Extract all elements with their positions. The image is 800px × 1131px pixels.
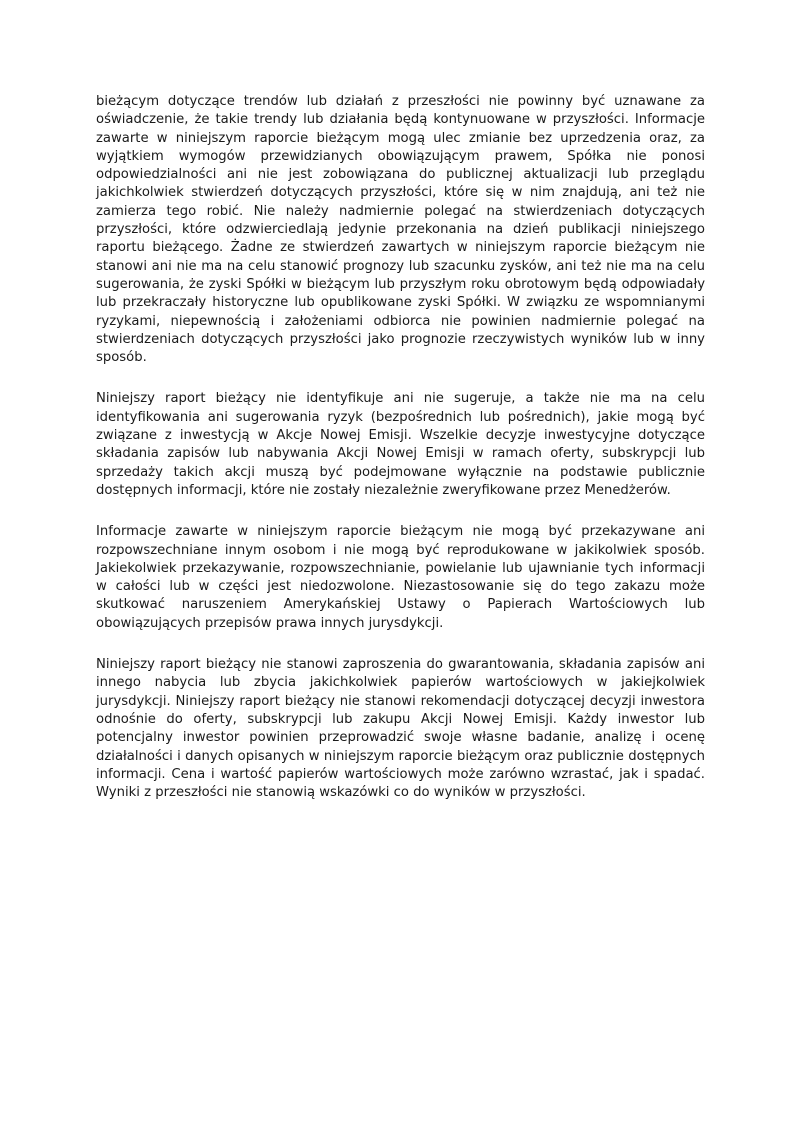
document-body (96, 93, 705, 825)
paragraph-no-offer-statement: Niniejszy raport bieżący nie stanowi zaproszenia do gwarantowania, składania zapisów ani innego nabycia lub zbycia jakichkolwiek papierów wartościowych w jakiejkolwiek jurysdykcji. Niniejszy raport bieżący nie stanowi rekomendacji dotyczącej decyzji inwestora odnośnie do oferty, subskrypcji lub zakupu Akcji Nowej Emisji. Każdy inwestor lub potencjalny inwestor powinien przeprowadzić swoje własne badanie, analizę i ocenę działalności i danych opisanych w niniejszym raporcie bieżącym oraz publicznie dostępnych informacji. Cena i wartość papierów wartościowych może zarówno wzrastać, jak i spadać. Wyniki z przeszłości nie stanowią wskazówki co do wyników w przyszłości. (96, 657, 705, 801)
paragraph-forward-looking-statements: bieżącym dotyczące trendów lub działań z przeszłości nie powinny być uznawane za oświadczenie, że takie trendy lub działania będą kontynuowane w przyszłości. Informacje zawarte w niniejszym raporcie bieżącym mogą ulec zmianie bez uprzedzenia oraz, za wyjątkiem wymogów przewidzianych obowiązującym prawem, Spółka nie ponosi odpowiedzialności ani nie jest zobowiązana do publicznej aktualizacji lub przeglądu jakichkolwiek stwierdzeń dotyczących przyszłości, które się w nim znajdują, ani też nie zamierza tego robić. Nie należy nadmiernie polegać na stwierdzeniach dotyczących przyszłości, które odzwierciedlają jedynie przekonania na dzień publikacji niniejszego raportu bieżącego. Żadne ze stwierdzeń zawartych w niniejszym raporcie bieżącym nie stanowi ani nie ma na celu stanowić prognozy lub szacunku zysków, ani też nie ma na celu sugerowania, że zyski Spółki w bieżącym lub przyszłym roku obrotowym będą odpowiadały lub przekraczały historyczne lub opublikowane zyski Spółki. W związku ze wspomnianymi ryzykami, niepewnością i założeniami odbiorca nie powinien nadmiernie polegać na stwierdzeniach dotyczących przyszłości jako prognozie rzeczywistych wyników lub w inny sposób. (96, 94, 705, 366)
paragraph-distribution-restriction: Informacje zawarte w niniejszym raporcie bieżącym nie mogą być przekazywane ani rozpowszechniane innym osobom i nie mogą być reprodukowane w jakikolwiek sposób. Jakiekolwiek przekazywanie, rozpowszechnianie, powielanie lub ujawnianie tych informacji w całości lub w części jest niedozwolone. Niezastosowanie się do tego zakazu może skutkować naruszeniem Amerykańskiej Ustawy o Papierach Wartościowych lub obowiązujących przepisów prawa innych jurysdykcji. (96, 524, 705, 631)
paragraph-risk-disclaimer: Niniejszy raport bieżący nie identyfikuje ani nie sugeruje, a także nie ma na celu identyfikowania ani sugerowania ryzyk (bezpośrednich lub pośrednich), jakie mogą być związane z inwestycją w Akcje Nowej Emisji. Wszelkie decyzje inwestycyjne dotyczące składania zapisów lub nabywania Akcji Nowej Emisji w ramach oferty, subskrypcji lub sprzedaży takich akcji muszą być podejmowane wyłącznie na podstawie publicznie dostępnych informacji, które nie zostały niezależnie zweryfikowane przez Menedżerów. (96, 391, 705, 498)
